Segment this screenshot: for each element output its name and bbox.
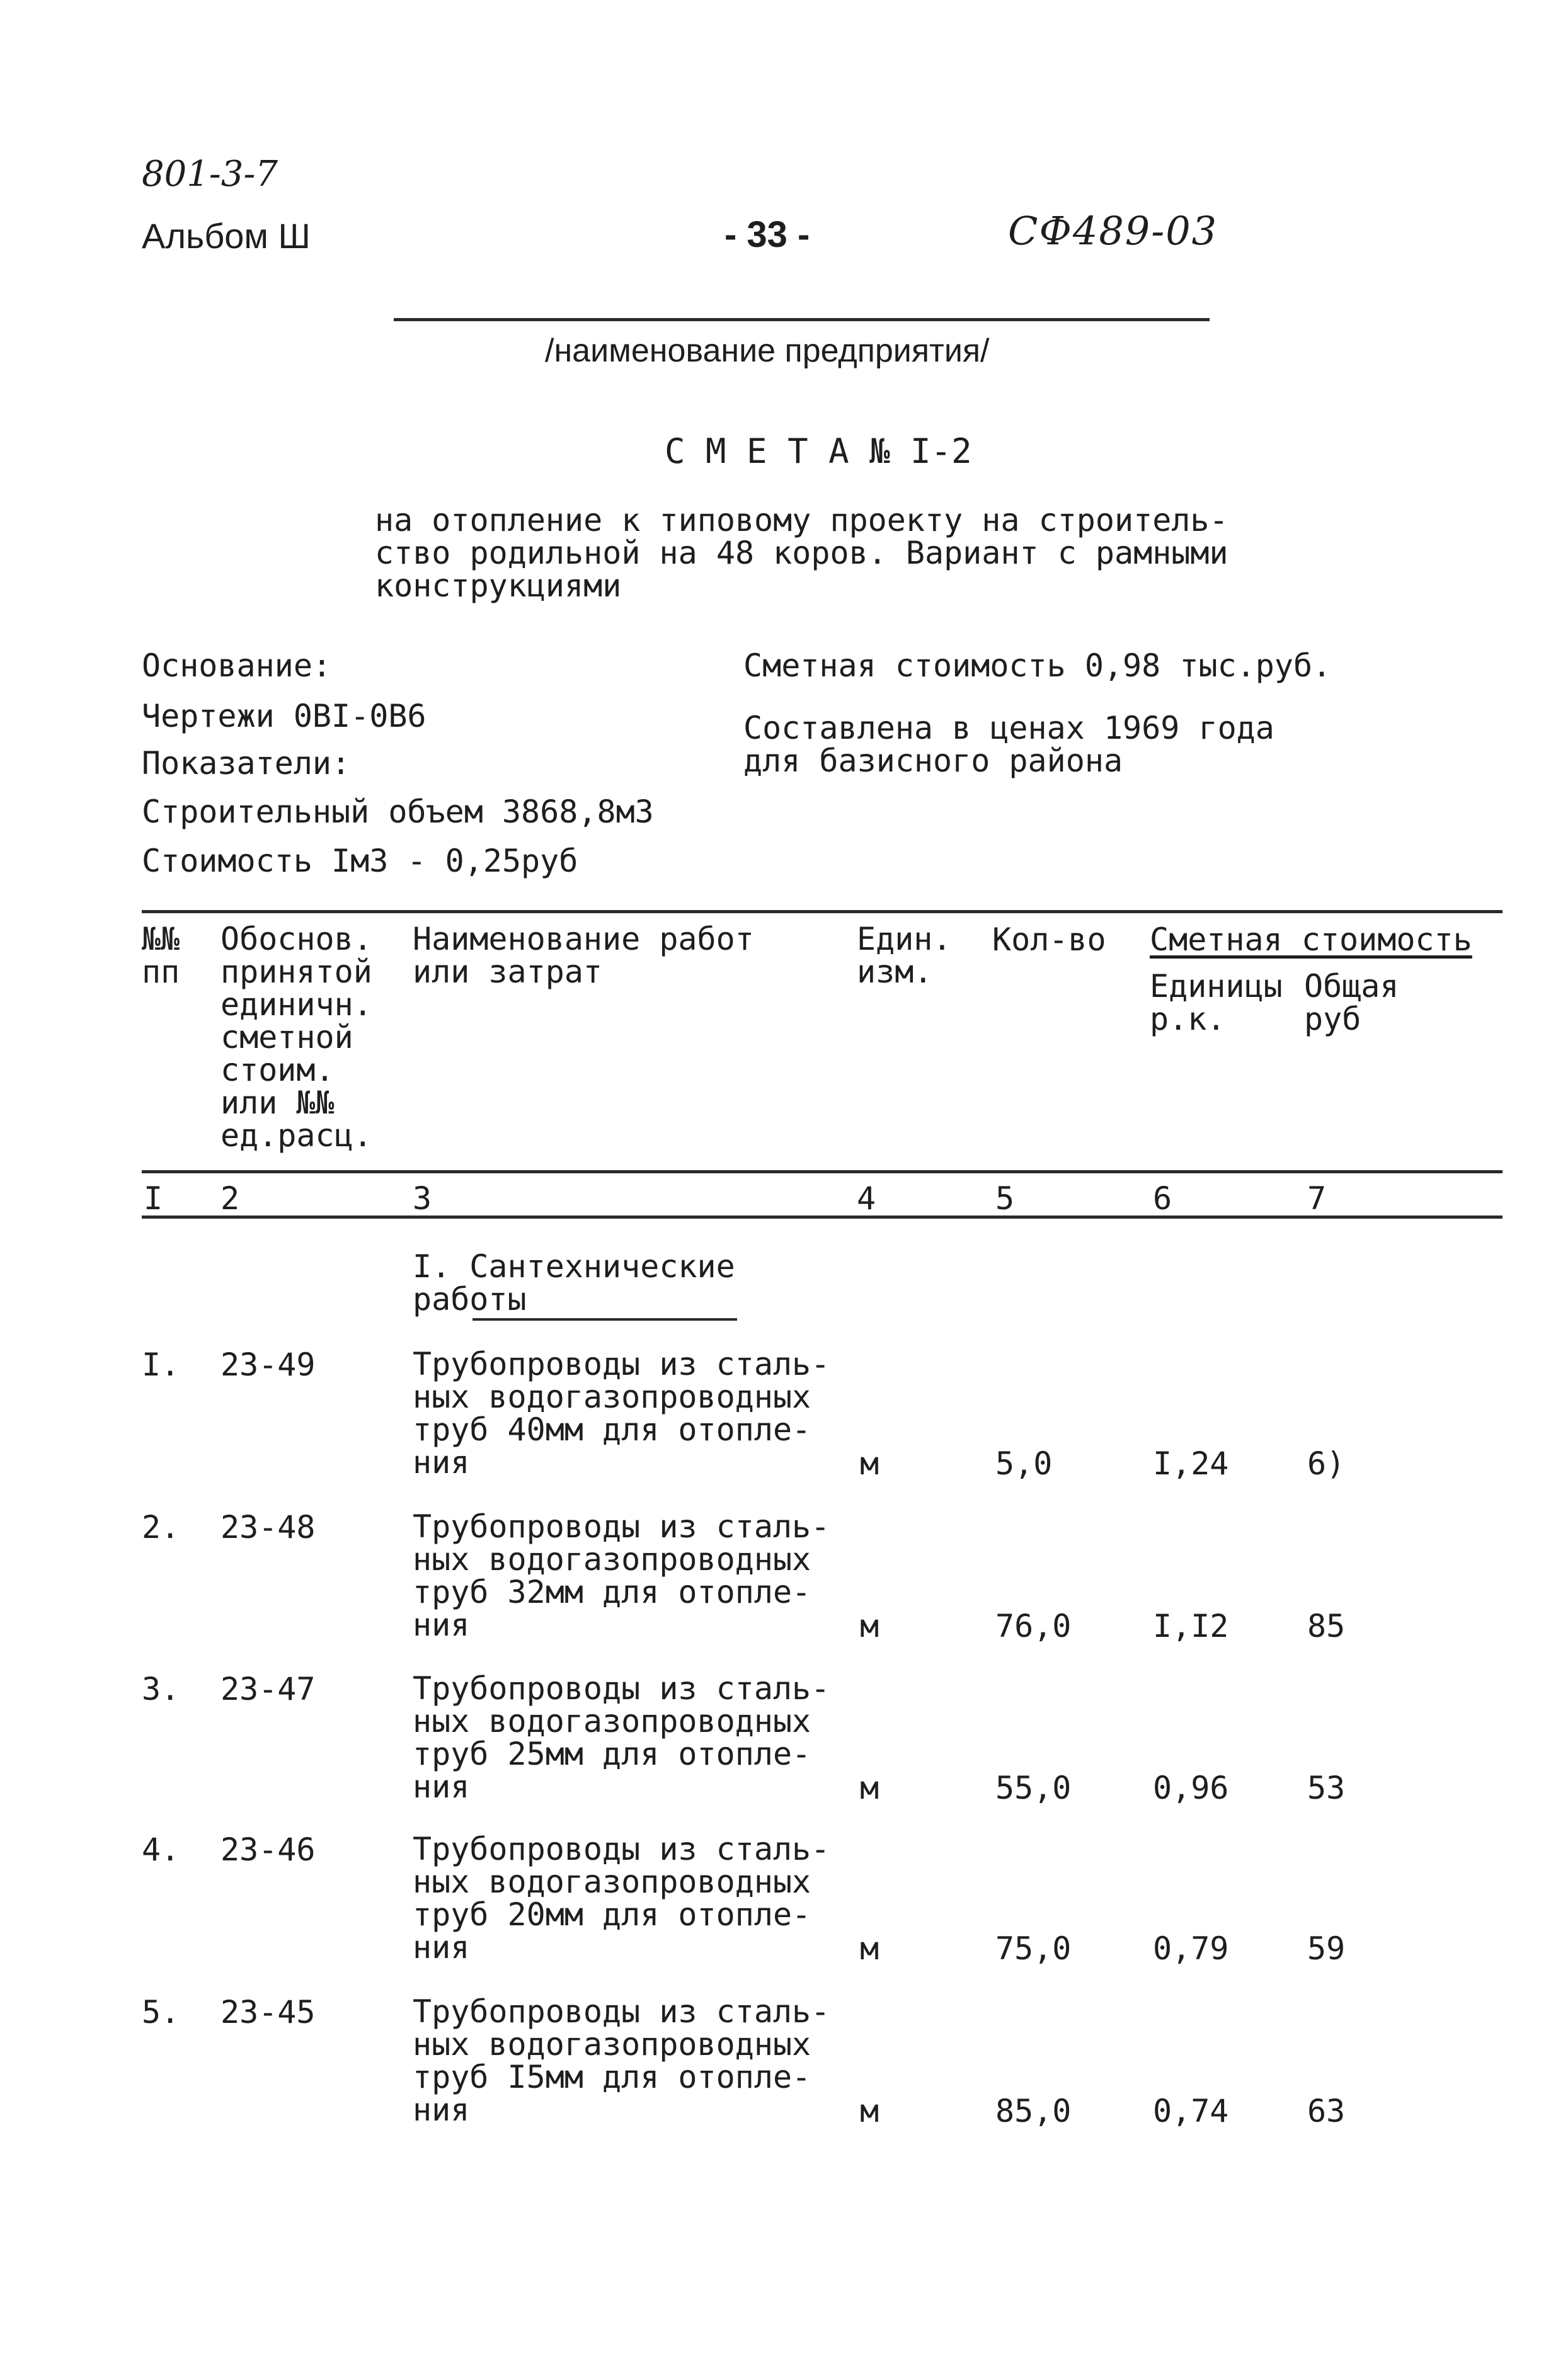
- column-number-3: 3: [413, 1180, 432, 1217]
- row-4-price: 0,79: [1153, 1930, 1229, 1967]
- row-5-price: 0,74: [1153, 2093, 1229, 2129]
- prices-basis: Составлена в ценах 1969 года для базисного района: [743, 710, 1274, 779]
- row-3-total: 53: [1307, 1770, 1346, 1806]
- table-header-bottom-rule: [142, 1170, 1503, 1173]
- table-top-rule: [142, 910, 1503, 913]
- building-volume: Строительный объем 3868,8м3: [142, 794, 654, 830]
- row-3-code: 23-47: [220, 1671, 316, 1707]
- column-number-2: 2: [220, 1180, 240, 1217]
- enterprise-label: /наименование предприятия/: [545, 333, 990, 369]
- unit-cost: Стоимость Iм3 - 0,25руб: [142, 843, 578, 879]
- album-label: Альбом Ш: [142, 216, 311, 256]
- column-number-1: I: [144, 1180, 163, 1217]
- column-number-6: 6: [1153, 1180, 1172, 1217]
- column-number-5: 5: [995, 1180, 1015, 1217]
- row-2-name: Трубопроводы из сталь- ных водогазопроводных труб 32мм для отопле- ния: [413, 1508, 830, 1643]
- row-5-unit: м: [860, 2093, 879, 2129]
- estimate-title: С М Е Т А № I-2: [665, 431, 972, 471]
- drawings: Чертежи 0ВI-0В6: [142, 698, 427, 734]
- row-5-num: 5.: [142, 1994, 180, 2030]
- header-basis: Обоснов. принятой единичн. сметной стоим. или №№ ед.расц.: [220, 921, 372, 1154]
- row-2-total: 85: [1307, 1608, 1346, 1644]
- row-1-unit: м: [860, 1445, 879, 1482]
- column-numbers-rule: [142, 1216, 1503, 1219]
- enterprise-rule: [394, 318, 1210, 321]
- row-1-qty: 5,0: [995, 1445, 1053, 1482]
- estimate-subtitle: на отопление к типовому проекту на строитель- ство родильной на 48 коров. Вариант с рамными конструкциями: [375, 502, 1228, 604]
- handwritten-code: 801-3-7: [142, 154, 278, 195]
- row-4-qty: 75,0: [995, 1930, 1072, 1967]
- header-num: №№ пп: [142, 921, 180, 990]
- row-3-num: 3.: [142, 1671, 180, 1707]
- row-2-qty: 76,0: [995, 1608, 1072, 1644]
- indicators-label: Показатели:: [142, 745, 351, 782]
- header-cost-total: Общая руб: [1304, 968, 1399, 1037]
- row-3-unit: м: [860, 1770, 879, 1806]
- row-1-price: I,24: [1153, 1445, 1229, 1482]
- section-title: I. Сантехнические работы: [413, 1248, 735, 1318]
- row-2-unit: м: [860, 1608, 879, 1644]
- row-2-code: 23-48: [220, 1509, 316, 1546]
- row-3-price: 0,96: [1153, 1770, 1229, 1806]
- header-qty: Кол-во: [992, 921, 1106, 958]
- row-1-code: 23-49: [220, 1347, 316, 1383]
- row-4-unit: м: [860, 1930, 879, 1967]
- row-5-name: Трубопроводы из сталь- ных водогазопроводных труб I5мм для отопле- ния: [413, 1993, 830, 2128]
- column-number-4: 4: [857, 1180, 876, 1217]
- row-5-total: 63: [1307, 2093, 1346, 2129]
- header-name: Наименование работ или затрат: [413, 921, 754, 990]
- row-4-num: 4.: [142, 1831, 180, 1868]
- basis-label: Основание:: [142, 647, 332, 684]
- row-5-qty: 85,0: [995, 2093, 1072, 2129]
- row-4-code: 23-46: [220, 1831, 316, 1868]
- estimated-cost: Сметная стоимость 0,98 тыс.руб.: [743, 647, 1332, 684]
- section-title-underline: [472, 1318, 737, 1321]
- row-1-total: 6): [1307, 1445, 1346, 1482]
- row-4-total: 59: [1307, 1930, 1346, 1967]
- row-2-price: I,I2: [1153, 1608, 1229, 1644]
- row-2-num: 2.: [142, 1509, 180, 1546]
- row-3-qty: 55,0: [995, 1770, 1072, 1806]
- row-1-num: I.: [142, 1347, 180, 1383]
- page-number: - 33 -: [724, 214, 810, 255]
- header-cost-group: Сметная стоимость: [1150, 921, 1472, 958]
- row-1-name: Трубопроводы из сталь- ных водогазопроводных труб 40мм для отопле- ния: [413, 1346, 830, 1481]
- header-cost-unit: Единицы р.к.: [1150, 968, 1283, 1037]
- handwritten-reference: СФ489-03: [1008, 208, 1218, 254]
- row-3-name: Трубопроводы из сталь- ных водогазопроводных труб 25мм для отопле- ния: [413, 1670, 830, 1805]
- header-unit: Един. изм.: [857, 921, 952, 990]
- row-5-code: 23-45: [220, 1994, 316, 2030]
- row-4-name: Трубопроводы из сталь- ных водогазопроводных труб 20мм для отопле- ния: [413, 1831, 830, 1966]
- column-number-7: 7: [1307, 1180, 1327, 1217]
